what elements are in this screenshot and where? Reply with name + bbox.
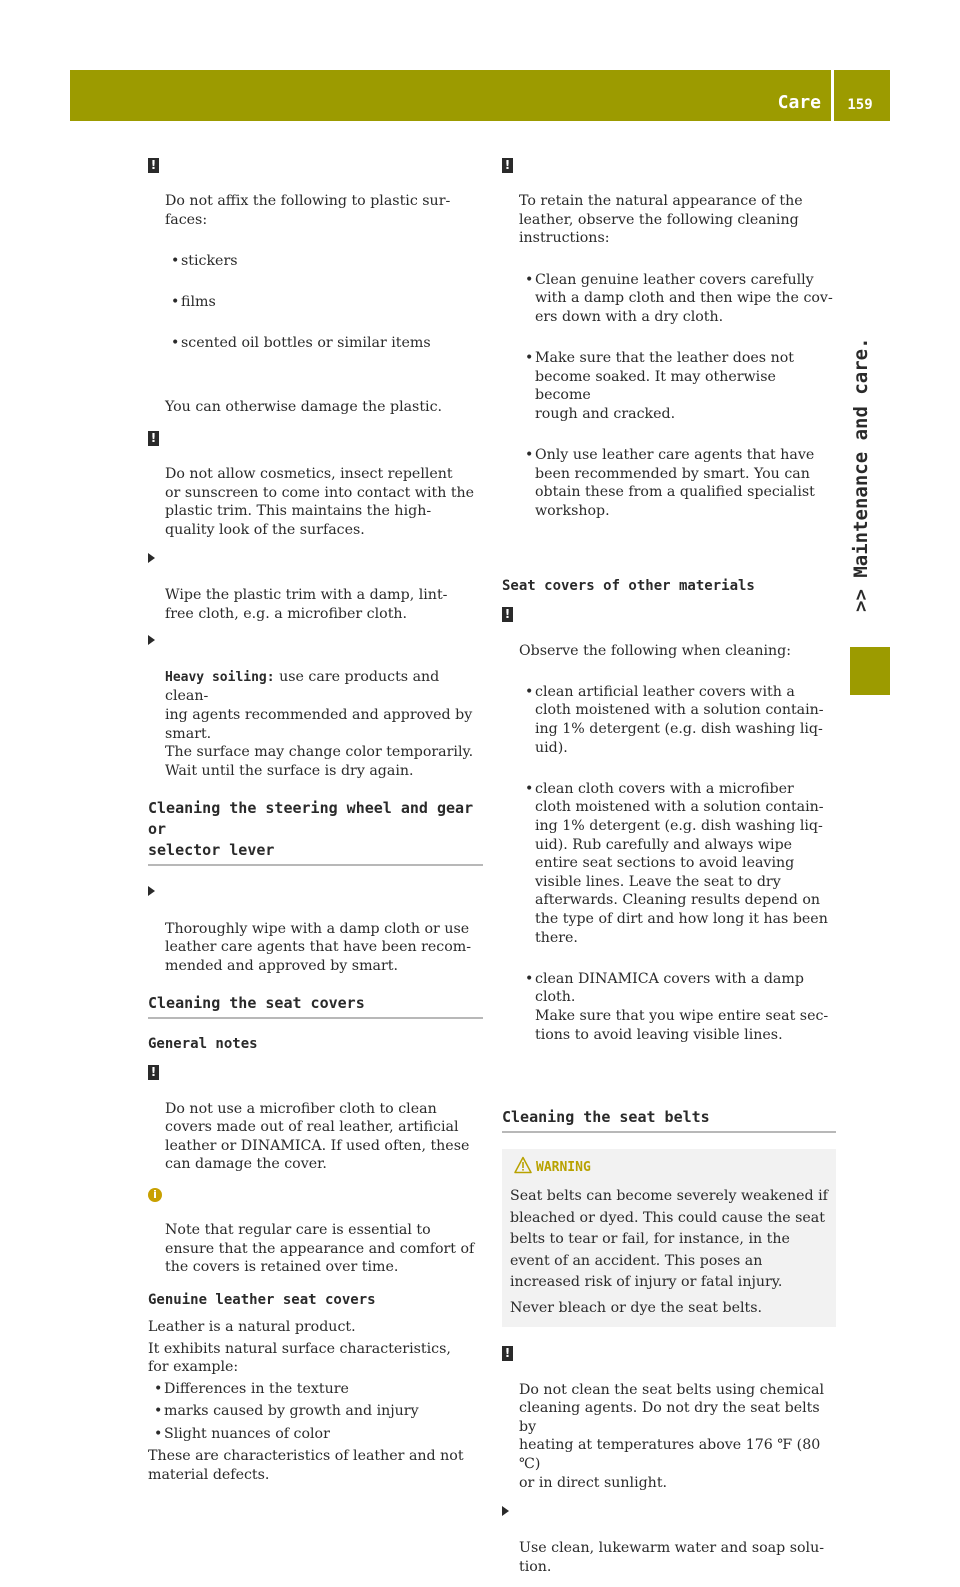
list-item: • films (165, 293, 483, 312)
exclamation-icon: ! (148, 156, 159, 175)
step-seat-belts (519, 1502, 836, 1576)
list-item: • clean DINAMICA covers with a damp cloth. Make sure that you wipe entire seat sec- tions to avoid leaving visible lines. (519, 970, 836, 1044)
list-item: • clean cloth covers with a microfiber cloth moistened with a solution contain- ing 1% detergent (e.g. dish washing liq- uid). Rub carefully and always wipe entire seat sections to avoid leaving visible lines. Leave the seat to dry afterwards. Cleaning results depend on the type of dirt and how long it has been there. (519, 780, 836, 947)
warning-text: Seat belts can become severely weakened if bleached or dyed. This could cause the seat belts to tear or fail, for instance, in the event of an accident. This poses an increased risk of injury or fatal injury. (510, 1187, 828, 1291)
step-lead: Heavy soiling: (165, 669, 275, 685)
header-divider (831, 70, 834, 121)
notice-plastic (150, 155, 483, 417)
chapter-tab-marker (850, 647, 890, 695)
list-item: • marks caused by growth and injury (148, 1402, 483, 1421)
bullet-list (165, 233, 483, 375)
notice-text: Do not clean the seat belts using chemical cleaning agents. Do not dry the seat belts by heating at temperatures above 176 ℉ (80 ℃) or in direct sunlight. (519, 1381, 824, 1491)
notice-text: Do not use a microfiber cloth to clean covers made out of real leather, artificial leather or DINAMICA. If used often, these can damage the cover. (165, 1100, 470, 1173)
heading-seat-belts: Cleaning the seat belts (502, 1107, 836, 1133)
step-text: Wipe the plastic trim with a damp, lint- free cloth, e.g. a microfiber cloth. (165, 587, 448, 623)
chapter-tab-label: >> Maintenance and care. (850, 337, 872, 612)
bullet-list (519, 252, 836, 543)
info-text: Note that regular care is essential to ensure that the appearance and comfort of the covers is retained over time. (165, 1222, 475, 1276)
arrow-icon (502, 1503, 509, 1522)
notice-text: Do not affix the following to plastic sur- faces: (165, 193, 451, 228)
exclamation-icon: ! (148, 429, 159, 448)
list-item: • clean artificial leather covers with a cloth moistened with a solution contain- ing 1% detergent (e.g. dish washing liq- uid). (519, 683, 836, 757)
heading-genuine-leather: Genuine leather seat covers (148, 1291, 376, 1308)
notice-tail: You can otherwise damage the plastic. (165, 399, 443, 416)
notice-microfiber (150, 1062, 483, 1174)
warning-box (502, 1149, 836, 1327)
exclamation-icon: ! (502, 1344, 513, 1363)
list-item: • Make sure that the leather does not become soaked. It may otherwise become rough and cracked. (519, 349, 836, 423)
exclamation-icon: ! (148, 1063, 159, 1082)
right-column (502, 155, 836, 1587)
arrow-icon (148, 632, 155, 651)
info-regular-care (153, 1184, 483, 1277)
warning-label: WARNING (536, 1160, 591, 1176)
list-item: • stickers (165, 252, 483, 271)
heading-seat-covers: Cleaning the seat covers (148, 993, 483, 1019)
step-text: Use clean, lukewarm water and soap solu- tion. (519, 1540, 824, 1575)
notice-leather-care (504, 155, 836, 565)
arrow-icon (148, 550, 155, 569)
step-heavy-soiling (165, 631, 483, 781)
left-column (148, 155, 483, 1495)
step-text: use care products and clean- ing agents recommended and approved by smart. The surface may change color temporarily. Wait until the surface is dry again. (165, 668, 474, 779)
exclamation-icon: ! (502, 156, 513, 175)
bullet-list (519, 664, 836, 1066)
heading-other-materials: Seat covers of other materials (502, 578, 755, 595)
list-item: • scented oil bottles or similar items (165, 334, 483, 353)
step-text: Thoroughly wipe with a damp cloth or use leather care agents that have been recom- mended and approved by smart. (165, 920, 472, 974)
warning-title (536, 1159, 829, 1178)
step-steering (165, 882, 483, 975)
notice-text: Do not allow cosmetics, insect repellent or sunscreen to come into contact with the plastic trim. This maintains the high- quality look of the surfaces. (165, 465, 475, 538)
notice-seat-belts (504, 1343, 836, 1492)
notice-other-materials (504, 604, 836, 1089)
heading-steering-wheel: Cleaning the steering wheel and gear or selector lever (148, 798, 483, 866)
bullet-list (148, 1380, 483, 1444)
warning-triangle-icon (514, 1156, 532, 1174)
paragraph: Leather is a natural product. (148, 1318, 356, 1335)
warning-text: Never bleach or dye the seat belts. (510, 1299, 763, 1316)
section-title: Care (777, 92, 821, 113)
list-item: • Clean genuine leather covers carefully with a damp cloth and then wipe the cov- ers down with a dry cloth. (519, 271, 836, 327)
heading-general-notes: General notes (148, 1036, 258, 1053)
list-item: • Only use leather care agents that have been recommended by smart. You can obtain these from a qualified specialist workshop. (519, 446, 836, 520)
notice-text: To retain the natural appearance of the leather, observe the following cleaning instructions: (519, 193, 803, 247)
list-item: • Differences in the texture (148, 1380, 483, 1399)
list-item: • Slight nuances of color (148, 1425, 483, 1444)
paragraph: It exhibits natural surface characteristics, for example: (148, 1340, 451, 1376)
info-icon: i (148, 1185, 162, 1204)
page-number: 159 (847, 97, 873, 113)
paragraph: These are characteristics of leather and not material defects. (148, 1448, 464, 1484)
notice-text: Observe the following when cleaning: (519, 642, 791, 659)
arrow-icon (148, 883, 155, 902)
exclamation-icon: ! (502, 605, 513, 624)
notice-cosmetics (150, 428, 483, 540)
step-wipe (165, 549, 483, 623)
